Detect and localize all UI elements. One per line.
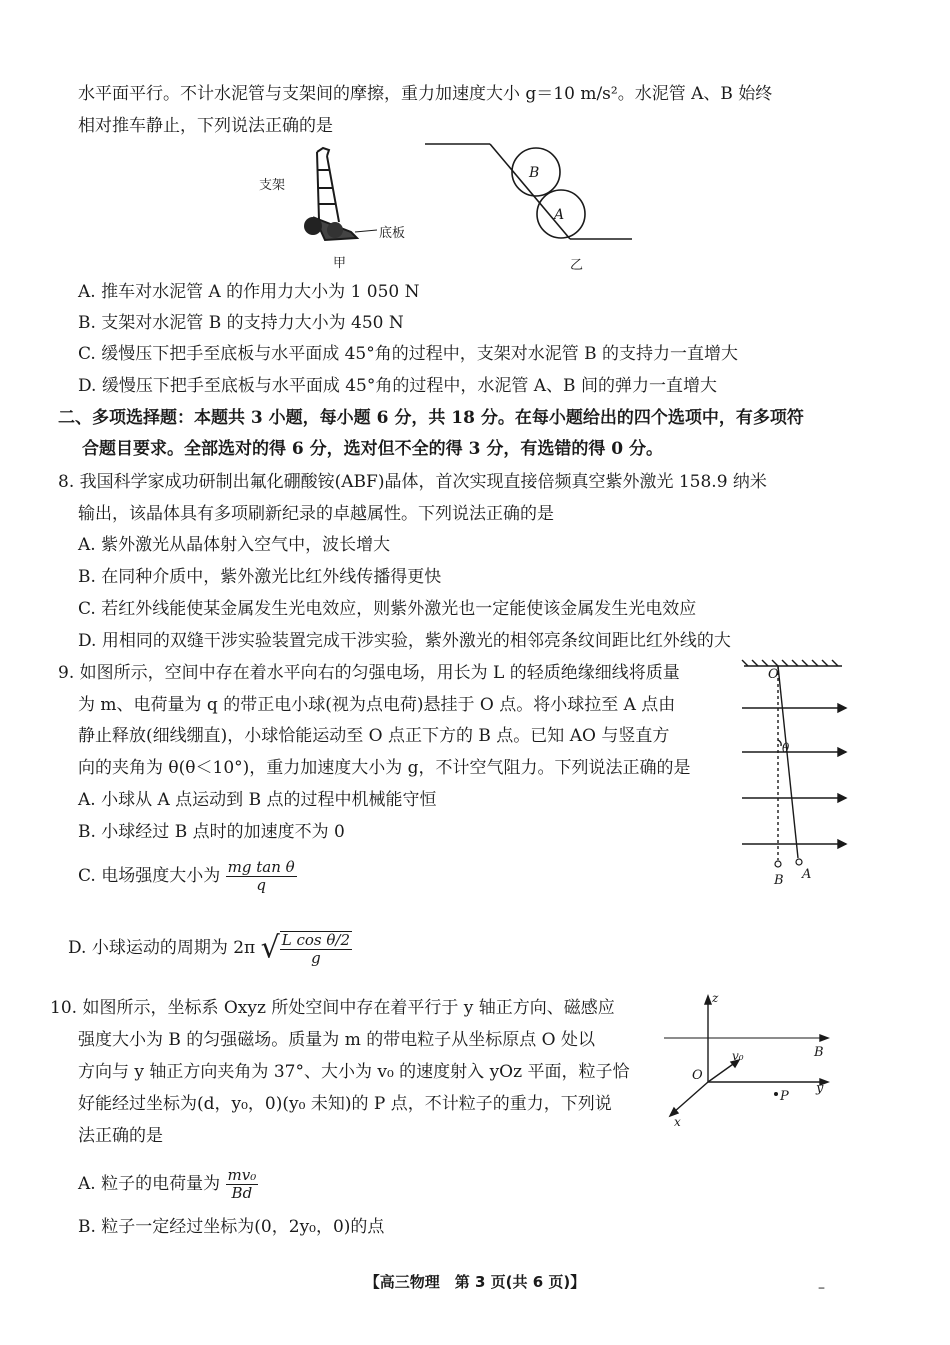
label-point-p: P xyxy=(780,1089,789,1104)
q10-stem-line3: 方向与 y 轴正方向夹角为 37°、大小为 v₀ 的速度射入 yOz 平面，粒子恰 xyxy=(78,1062,630,1082)
label-point-a: A xyxy=(802,867,812,882)
label-axis-z: z xyxy=(712,991,719,1005)
label-point-o: O xyxy=(768,667,779,682)
label-diban: 底板 xyxy=(379,226,406,241)
q9-option-c-denominator: q xyxy=(256,876,266,894)
q10-option-b: B. 粒子一定经过坐标为(0，2y₀，0)的点 xyxy=(78,1217,385,1237)
q9-option-d: D. 小球运动的周期为 2π √ $\frac{\text{L cos θ/2}}{g}$ xyxy=(68,930,351,967)
q9-option-d-prefix: D. 小球运动的周期为 2π xyxy=(68,938,256,958)
q10-option-a-prefix: A. 粒子的电荷量为 xyxy=(78,1174,221,1194)
page-footer: 【高三物理 第 3 页(共 6 页)】 xyxy=(364,1273,586,1291)
caption-yi: 乙 xyxy=(570,258,584,273)
figure-yi xyxy=(420,138,640,273)
q7-option-d: D. 缓慢压下把手至底板与水平面成 45°角的过程中，水泥管 A、B 间的弹力一直增大 xyxy=(78,376,717,396)
q9-stem-line1: 9. 如图所示，空间中存在着水平向右的匀强电场，用长为 L 的轻质绝缘细线将质量 xyxy=(58,663,680,683)
q10-option-a-denominator: Bd xyxy=(231,1184,253,1202)
q9-stem-line4: 向的夹角为 θ(θ＜10°)，重力加速度大小为 g，不计空气阻力。下列说法正确的是 xyxy=(78,758,691,778)
q8-stem-line1: 8. 我国科学家成功研制出氟化硼酸铵(ABF)晶体，首次实现直接倍频真空紫外激光 158.9 纳米 xyxy=(58,472,767,492)
label-field-b: B xyxy=(814,1045,824,1060)
q10-option-a xyxy=(78,1164,258,1204)
q10-option-a-numerator: mv₀ xyxy=(227,1166,257,1184)
q8-stem-line2: 输出，该晶体具有多项刷新纪录的卓越属性。下列说法正确的是 xyxy=(78,504,554,524)
point-p xyxy=(774,1092,778,1096)
label-axis-y: y xyxy=(816,1081,824,1096)
q9-option-a: A. 小球从 A 点运动到 B 点的过程中机械能守恒 xyxy=(78,790,437,810)
pipes-diagram xyxy=(420,138,640,270)
hand-truck-drawing xyxy=(255,140,425,270)
q9-option-c-prefix: C. 电场强度大小为 xyxy=(78,866,221,886)
section2-header-line1: 二、多项选择题：本题共 3 小题，每小题 6 分，共 18 分。在每小题给出的四个选项中，有多项符 xyxy=(58,408,804,428)
label-axis-x: x xyxy=(674,1115,681,1129)
q9-option-d-denominator: g xyxy=(311,948,321,967)
q9-stem-line3: 静止释放(细线绷直)，小球恰能运动至 O 点正下方的 B 点。已知 AO 与竖直方 xyxy=(78,726,670,746)
footer-mark: – xyxy=(818,1280,825,1296)
q8-option-b: B. 在同种介质中，紫外激光比红外线传播得更快 xyxy=(78,567,442,587)
label-zhijia: 支架 xyxy=(259,178,286,193)
ball-b xyxy=(775,861,781,867)
q8-option-c: C. 若红外线能使某金属发生光电效应，则紫外激光也一定能使该金属发生光电效应 xyxy=(78,599,697,619)
section2-header-line2: 合题目要求。全部选对的得 6 分，选对但不全的得 3 分，有选错的得 0 分。 xyxy=(82,439,663,459)
label-v0: v₀ xyxy=(732,1049,744,1063)
q9-option-b: B. 小球经过 B 点时的加速度不为 0 xyxy=(78,822,345,842)
label-pipe-b: B xyxy=(529,165,540,181)
label-theta: θ xyxy=(782,741,790,755)
caption-jia: 甲 xyxy=(333,256,347,271)
label-point-b: B xyxy=(774,873,784,888)
q10-stem-line2: 强度大小为 B 的匀强磁场。质量为 m 的带电粒子从坐标原点 O 处以 xyxy=(78,1030,595,1050)
q7-stem-line1: 水平面平行。不计水泥管与支架间的摩擦，重力加速度大小 g＝10 m/s²。水泥管 A、B 始终 xyxy=(78,84,773,104)
oxyz-coordinate-diagram xyxy=(664,990,834,1130)
q7-option-c: C. 缓慢压下把手至底板与水平面成 45°角的过程中，支架对水泥管 B 的支持力一直增大 xyxy=(78,344,739,364)
q10-option-a-fraction xyxy=(226,1167,259,1202)
electric-field-pendulum-diagram xyxy=(740,656,850,892)
label-origin-o: O xyxy=(692,1068,703,1083)
q9-option-c xyxy=(78,856,297,896)
figure-q9-field xyxy=(740,656,850,892)
q8-option-a: A. 紫外激光从晶体射入空气中，波长增大 xyxy=(78,535,391,555)
q9-option-d-numerator: L cos θ/2 xyxy=(281,930,351,949)
q10-stem-line1: 10. 如图所示，坐标系 Oxyz 所处空间中存在着平行于 y 轴正方向、磁感应 xyxy=(50,998,615,1018)
q9-stem-line2: 为 m、电荷量为 q 的带正电小球(视为点电荷)悬挂于 O 点。将小球拉至 A 点由 xyxy=(78,695,676,715)
label-pipe-a: A xyxy=(554,207,565,223)
q7-stem-line2: 相对推车静止，下列说法正确的是 xyxy=(78,116,333,136)
q10-stem-line4: 好能经过坐标为(d，y₀，0)(y₀ 未知)的 P 点，不计粒子的重力，下列说 xyxy=(78,1094,612,1114)
ball-a xyxy=(796,859,802,865)
figure-q10-coordinates xyxy=(664,990,834,1130)
q9-option-d-radicand xyxy=(280,931,352,967)
q7-option-b: B. 支架对水泥管 B 的支持力大小为 450 N xyxy=(78,313,404,333)
q8-option-d: D. 用相同的双缝干涉实验装置完成干涉实验，紫外激光的相邻亮条纹间距比红外线的大 xyxy=(78,631,731,651)
q7-option-a: A. 推车对水泥管 A 的作用力大小为 1 050 N xyxy=(78,282,420,302)
q9-option-c-numerator: mg tan θ xyxy=(227,858,295,876)
q9-option-c-fraction xyxy=(226,859,297,894)
figure-jia xyxy=(255,140,425,270)
q10-stem-line5: 法正确的是 xyxy=(78,1126,163,1146)
